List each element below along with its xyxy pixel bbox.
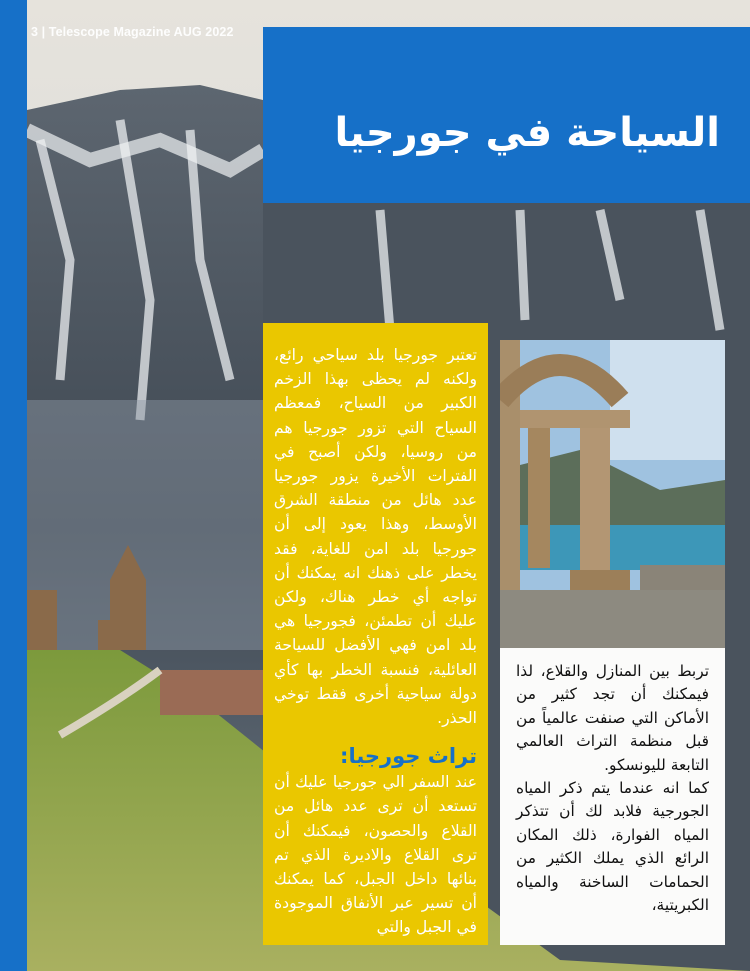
heritage-paragraph: عند السفر الي جورجيا عليك أن تستعد أن ترى عدد هائل من القلاع والحصون، فيمكنك أن ترى القلاع والاديرة الذي تم بنائها داخل الجبل، كما يمكنك أن تسير عبر الأنفاق الموجودة في الجبل والتي [274,773,477,937]
tunnels-paragraph: تربط بين المنازل والقلاع، لذا فيمكنك أن تجد كثير من الأماكن التي صنفت عالمياً من قبل منظمة التراث العالمي التابعة لليونسكو. [516,662,709,774]
monastery-lake-photo [500,340,725,648]
white-text-box [500,340,725,945]
intro-paragraph: تعتبر جورجيا بلد سياحي رائع، ولكنه لم يحظى بهذا الزخم الكبير من السياح، فمعظم السياح التي تزور جورجيا هم من روسيا، ولكن أصبح في الفترات الأخيرة يزور جورجيا عدد هائل من منطقة الشرق الأوسط، وهذا يعود إلى أن جورجيا بلد امن للغاية، فقد يخطر على ذهنك انه يمكنك أن تواجه أي خطر هناك، ولكن عليك أن تطمئن، فجورجيا هي بلد امن فهي الأفضل للسياحة العائلية، فنسبة الخطر بها كأي دولة سياحية أخرى فقط توخي الحذر. [274,346,477,728]
section-heading: تراث جورجيا: [340,744,477,769]
yellow-text-box [263,323,488,945]
page-folio: 3 | Telescope Magazine AUG 2022 [31,25,234,39]
title-banner [263,27,750,203]
waters-paragraph: كما انه عندما يتم ذكر المياه الجورجية فلابد لك أن تتذكر المياه الفوارة، ذلك المكان الرائع الذي يملك الكثير من الحمامات الساخنة والمياه الكبريتية، [516,779,709,915]
page-title: السياحة في جورجيا [334,110,720,156]
left-brand-strip [0,0,27,971]
